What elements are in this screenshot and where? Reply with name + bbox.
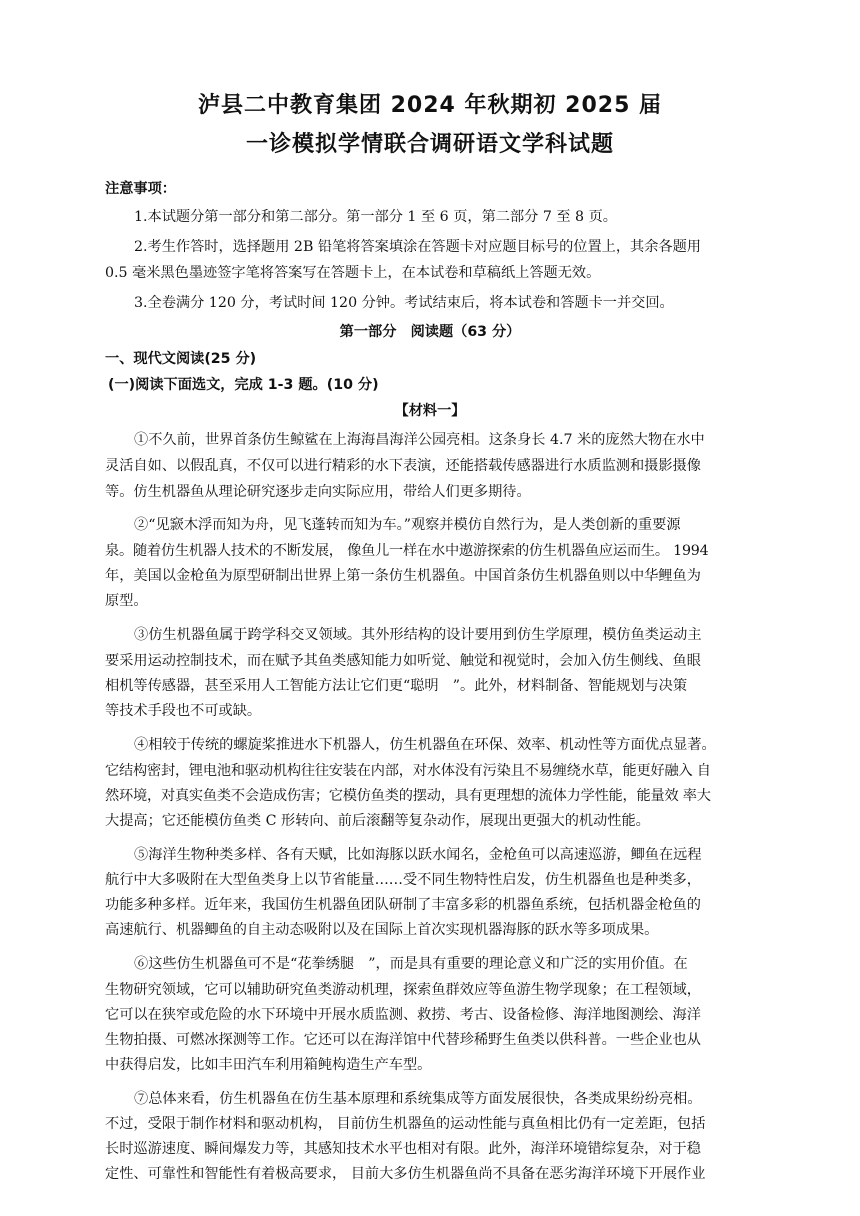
exam-title-line-2: 一诊模拟学情联合调研语文学科试题 — [245, 132, 614, 157]
paragraph-2-line: ②“见窾木浮而知为舟，见飞蓬转而知为车。”观察并模仿自然行为，是人类创新的重要源 — [134, 517, 681, 533]
paragraph-2-line: 原型。 — [105, 593, 148, 609]
notice-item-2-cont: 0.5 毫米黑色墨迹签字笔将答案写在答题卡上，在本试卷和草稿纸上答题无效。 — [105, 265, 601, 281]
paragraph-5-line: ⑤海洋生物种类多样、各有天赋，比如海豚以跃水闻名，金枪鱼可以高速巡游，鲫鱼在远程 — [134, 847, 702, 863]
notice-heading: 注意事项： — [105, 181, 176, 197]
notice-item-1: 1.本试题分第一部分和第二部分。第一部分 1 至 6 页，第二部分 7 至 8 页。 — [134, 209, 617, 225]
paragraph-7-line: ⑦总体来看，仿生机器鱼在仿生基本原理和系统集成等方面发展很快，各类成果纷纷亮相。 — [134, 1091, 702, 1107]
paragraph-3-line: 相机等传感器，甚至采用人工智能方法让它们更“聪明 ”。此外，材料制备、智能规划与决策 — [105, 678, 688, 694]
paragraph-6-line: 生物研究领域，它可以辅助研究鱼类游动机理，探索鱼群效应等鱼游生物学现象；在工程领域， — [105, 982, 701, 998]
paragraph-7-line: 定性、可靠性和智能性有着极高要求， 目前大多仿生机器鱼尚不具备在恶劣海洋环境下开展作业 — [105, 1166, 706, 1182]
paragraph-6-line: ⑥这些仿生机器鱼可不是“花拳绣腿 ”，而是具有重要的理论意义和广泛的实用价值。在 — [134, 956, 688, 972]
paragraph-5-line: 航行中大多吸附在大型鱼类身上以节省能量……受不同生物特性启发，仿生机器鱼也是种类多， — [105, 872, 701, 888]
paragraph-4-line: 大提高；它还能模仿鱼类 C 形转向、前后滚翻等复杂动作，展现出更强大的机动性能。 — [105, 813, 650, 829]
paragraph-4-line: 它结构密封，锂电池和驱动机构往往安装在内部，对水体没有污染且不易缠绕水草，能更好融入 自 — [105, 763, 711, 779]
paragraph-7-line: 长时巡游速度、瞬间爆发力等，其感知技术水平也相对有限。此外，海洋环境错综复杂，对于稳 — [105, 1141, 701, 1157]
paragraph-7-line: 不过，受限于制作材料和驱动机构， 目前仿生机器鱼的运动性能与真鱼相比仍有一定差距，包括 — [105, 1116, 706, 1132]
section-heading: 一、现代文阅读(25 分) — [105, 351, 257, 367]
paragraph-5-line: 功能多种多样。近年来，我国仿生机器鱼团队研制了丰富多彩的机器鱼系统，包括机器金枪鱼的 — [105, 897, 701, 913]
subsection-heading: (一)阅读下面选文，完成 1-3 题。(10 分) — [108, 377, 379, 393]
paragraph-6-line: 它可以在狭窄或危险的水下环境中开展水质监测、救捞、考古、设备检修、海洋地图测绘、海洋 — [105, 1007, 701, 1023]
paragraph-4-line: 然环境，对真实鱼类不会造成伤害；它模仿鱼类的摆动，具有更理想的流体力学性能，能量效 率大 — [105, 788, 711, 804]
notice-item-3: 3.全卷满分 120 分，考试时间 120 分钟。考试结束后，将本试卷和答题卡一并交回。 — [134, 295, 674, 311]
paragraph-4-line: ④相较于传统的螺旋桨推进水下机器人，仿生机器鱼在环保、效率、机动性等方面优点显著。 — [134, 737, 716, 753]
paragraph-2-line: 年，美国以金枪鱼为原型研制出世界上第一条仿生机器鱼。中国首条仿生机器鱼则以中华鲤鱼为 — [105, 568, 701, 584]
paragraph-3-line: 等技术手段也不可或缺。 — [105, 703, 262, 719]
paragraph-1-line: 灵活自如、以假乱真，不仅可以进行精彩的水下表演，还能搭载传感器进行水质监测和摄影摄像 — [105, 458, 701, 474]
paragraph-6-line: 中获得启发，比如丰田汽车利用箱鲀构造生产车型。 — [105, 1057, 432, 1073]
notice-item-2: 2.考生作答时，选择题用 2B 铅笔将答案填涂在答题卡对应题目标号的位置上，其余各题用 — [134, 239, 701, 255]
exam-title-line-1: 泸县二中教育集团 2024 年秋期初 2025 届 — [197, 93, 663, 118]
paragraph-1-line: ①不久前，世界首条仿生鲸鲨在上海海昌海洋公园亮相。这条身长 4.7 米的庞然大物在水中 — [134, 432, 705, 448]
paragraph-5-line: 高速航行、机器鲫鱼的自主动态吸附以及在国际上首次实现机器海豚的跃水等多项成果。 — [105, 922, 659, 938]
paragraph-3-line: 要采用运动控制技术，而在赋予其鱼类感知能力如听觉、触觉和视觉时，会加入仿生侧线、鱼眼 — [105, 653, 701, 669]
paragraph-3-line: ③仿生机器鱼属于跨学科交叉领域。其外形结构的设计要用到仿生学原理，模仿鱼类运动主 — [134, 627, 702, 643]
material-label: 【材料一】 — [394, 403, 466, 419]
paragraph-2-line: 泉。随着仿生机器人技术的不断发展， 像鱼儿一样在水中遨游探索的仿生机器鱼应运而生。 1994 — [105, 543, 709, 559]
part1-heading: 第一部分 阅读题（63 分） — [339, 324, 521, 340]
paragraph-1-line: 等。仿生机器鱼从理论研究逐步走向实际应用，带给人们更多期待。 — [105, 484, 531, 500]
paragraph-6-line: 生物拍摄、可燃冰探测等工作。它还可以在海洋馆中代替珍稀野生鱼类以供科普。一些企业也从 — [105, 1032, 701, 1048]
